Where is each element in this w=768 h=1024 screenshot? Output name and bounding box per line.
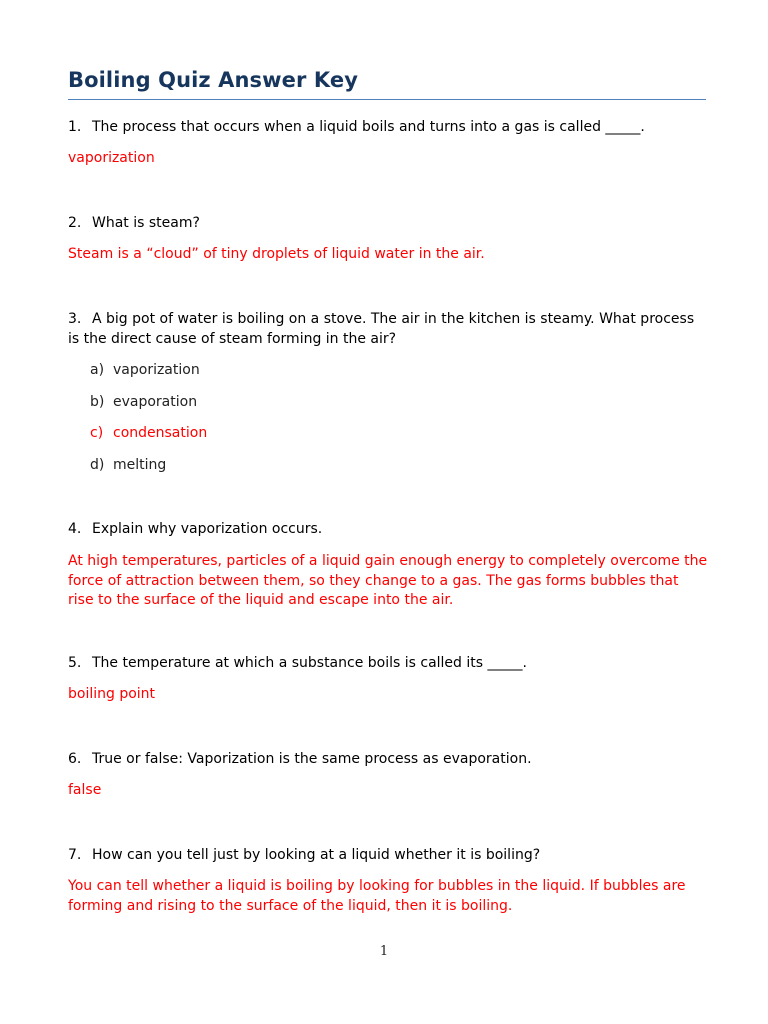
question-number: 6. (68, 751, 82, 767)
question-7 (68, 845, 708, 865)
question-number: 7. (68, 847, 82, 863)
option-text: vaporization (113, 362, 200, 378)
answer-5: boiling point (68, 686, 156, 702)
option-b (90, 392, 197, 412)
answer-1: vaporization (68, 150, 155, 166)
question-number: 4. (68, 521, 82, 537)
option-a (90, 360, 200, 380)
page-title: Boiling Quiz Answer Key (68, 68, 359, 92)
option-text: evaporation (113, 394, 198, 410)
question-number: 3. (68, 311, 82, 327)
question-text: What is steam? (92, 215, 200, 231)
option-text: condensation (113, 425, 208, 441)
question-text: Explain why vaporization occurs. (92, 521, 323, 537)
option-letter: c) (90, 425, 104, 441)
question-number: 5. (68, 655, 82, 671)
answer-4: At high temperatures, particles of a liquid gain enough energy to completely overcome the force of attraction between them, so they change to a gas. The gas forms bubbles that rise to the surface of the liquid and escape into the air. (68, 553, 708, 608)
question-text: How can you tell just by looking at a liquid whether it is boiling? (92, 847, 541, 863)
question-6 (68, 749, 708, 769)
question-text: A big pot of water is boiling on a stove. The air in the kitchen is steamy. What process is the direct cause of steam forming in the air? (68, 311, 695, 347)
question-4 (68, 519, 708, 539)
title-underline (68, 99, 706, 100)
question-number: 1. (68, 119, 82, 135)
answer-6: false (68, 782, 102, 798)
page-number: 1 (379, 944, 389, 959)
question-1 (68, 117, 708, 137)
question-5 (68, 653, 708, 673)
question-number: 2. (68, 215, 82, 231)
question-text: The temperature at which a substance boils is called its _____. (92, 655, 527, 671)
option-text: melting (113, 457, 167, 473)
option-c-correct (90, 423, 207, 443)
question-text: True or false: Vaporization is the same process as evaporation. (92, 751, 532, 767)
option-letter: b) (90, 394, 105, 410)
question-3 (68, 309, 708, 349)
answer-7: You can tell whether a liquid is boiling by looking for bubbles in the liquid. If bubbles are forming and rising to the surface of the liquid, then it is boiling. (68, 878, 686, 914)
answer-2: Steam is a “cloud” of tiny droplets of liquid water in the air. (68, 246, 485, 262)
question-text: The process that occurs when a liquid boils and turns into a gas is called _____. (92, 119, 645, 135)
option-letter: d) (90, 457, 105, 473)
option-d (90, 455, 166, 475)
option-letter: a) (90, 362, 105, 378)
question-2 (68, 213, 708, 233)
